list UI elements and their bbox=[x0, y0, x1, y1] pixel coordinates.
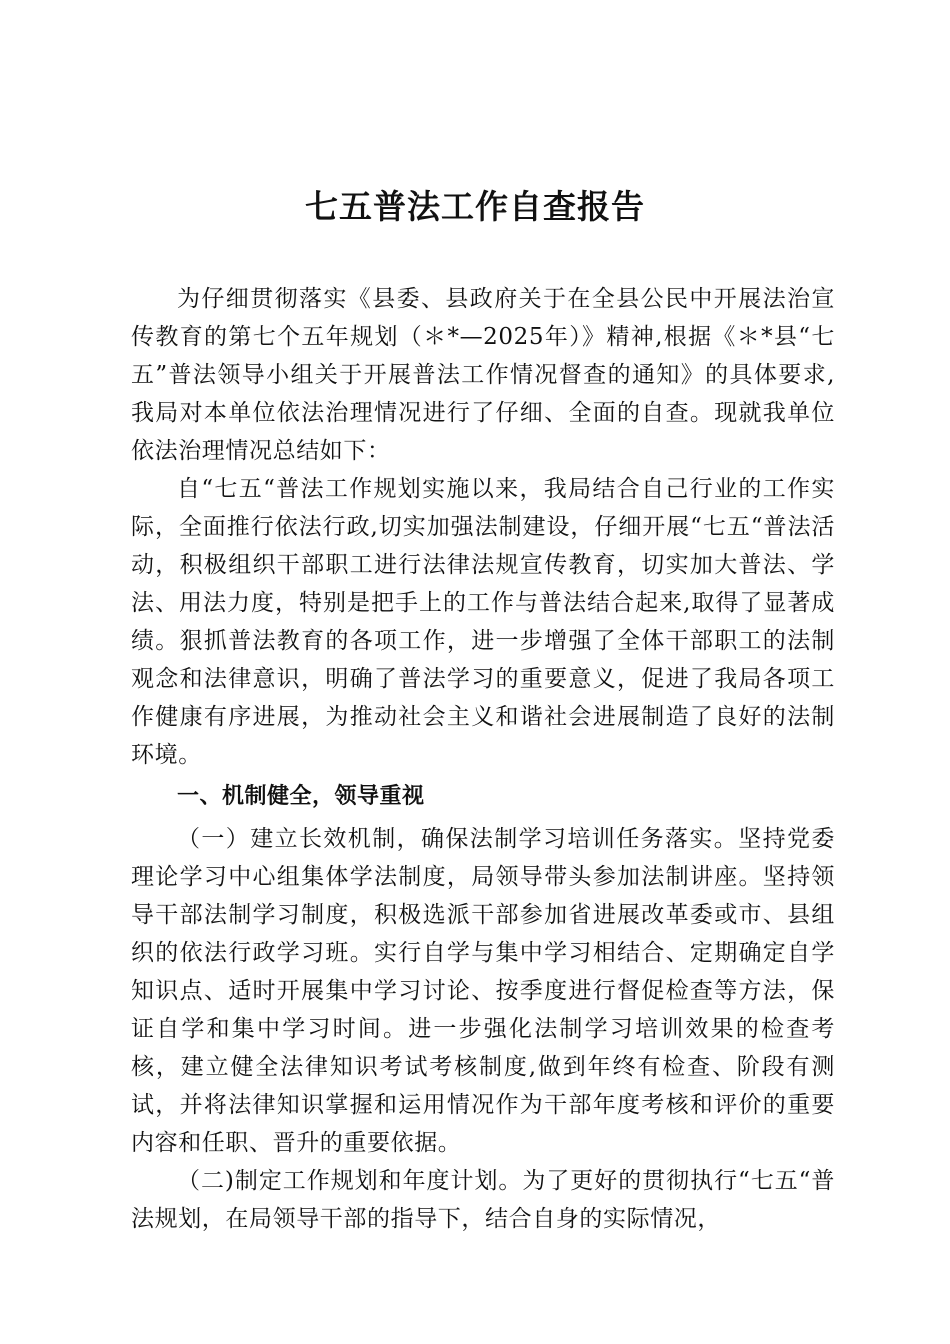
summary-paragraph: 自“七五“普法工作规划实施以来，我局结合自己行业的工作实际，全面推行依法行政,切实加强法制建设，仔细开展“七五“普法活动，积极组织干部职工进行法律法规宣传教育，切实加大普法、学法、用法力度，特别是把手上的工作与普法结合起来,取得了显著成绩。狠抓普法教育的各项工作，进一步增强了全体干部职工的法制观念和法律意识，明确了普法学习的重要意义，促进了我局各项工作健康有序进展，为推动社会主义和谐社会进展制造了良好的法制环境。 bbox=[131, 476, 835, 768]
section-heading-1: 一、机制健全，领导重视 bbox=[177, 784, 425, 809]
section1-paragraph-1: （一）建立长效机制，确保法制学习培训任务落实。坚持党委理论学习中心组集体学法制度，局领导带头参加法制讲座。坚持领导干部法制学习制度，积极选派干部参加省进展改革委或市、县组织的依法行政学习班。实行自学与集中学习相结合、定期确定自学知识点、适时开展集中学习讨论、按季度进行督促检查等方法，保证自学和集中学习时间。进一步强化法制学习培训效果的检查考核，建立健全法律知识考试考核制度,做到年终有检查、阶段有测试，并将法律知识掌握和运用情况作为干部年度考核和评价的重要内容和任职、晋升的重要依据。 bbox=[131, 826, 835, 1156]
section1-paragraph-2: （二)制定工作规划和年度计划。为了更好的贯彻执行“七五“普法规划，在局领导干部的指导下，结合自身的实际情况， bbox=[131, 1168, 835, 1232]
document-body bbox=[131, 280, 835, 1238]
intro-paragraph: 为仔细贯彻落实《县委、县政府关于在全县公民中开展法治宣传教育的第七个五年规划（＊*—2025年）》精神,根据《＊*县“七五”普法领导小组关于开展普法工作情况督查的通知》的具体要求,我局对本单位依法治理情况进行了仔细、全面的自查。现就我单位依法治理情况总结如下： bbox=[131, 286, 835, 464]
document-title: 七五普法工作自查报告 bbox=[305, 187, 645, 226]
